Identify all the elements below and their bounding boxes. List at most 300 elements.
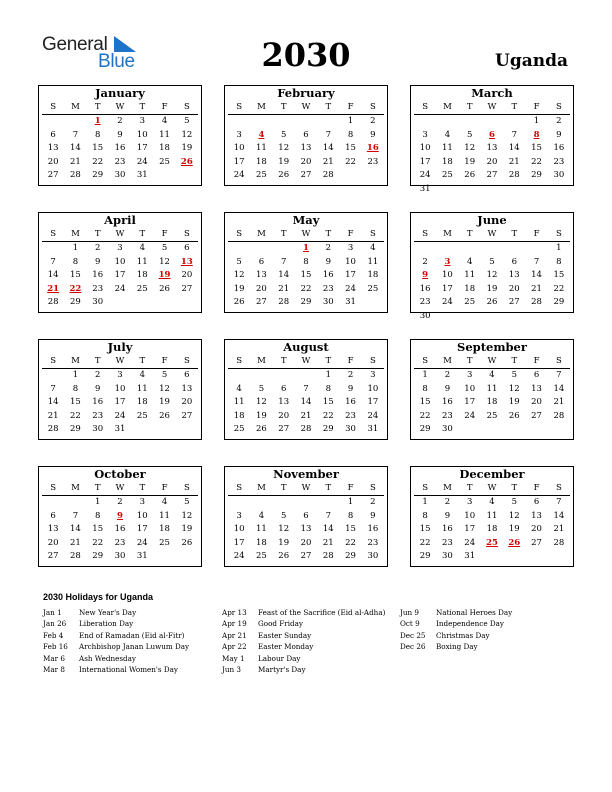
day-cell: 4: [489, 497, 495, 507]
day-cell: 13: [181, 383, 193, 394]
day-cell: 26: [256, 424, 267, 435]
holiday-name: End of Ramadan (Eid al-Fitr): [79, 630, 185, 640]
day-cell: 29: [322, 424, 334, 435]
day-cell: 24: [136, 537, 148, 548]
weekday-header: W: [109, 481, 131, 496]
empty-day-cell: [414, 115, 436, 129]
empty-day-cell: [414, 242, 436, 256]
day-cell: 26: [159, 283, 170, 294]
holiday-name: Independence Day: [436, 619, 504, 629]
holiday-day-cell: 9: [422, 270, 429, 281]
empty-day-cell: [317, 115, 339, 129]
day-cell: 11: [136, 383, 148, 394]
day-cell: 2: [370, 497, 376, 507]
holiday-row: [400, 630, 512, 641]
weekday-header: W: [481, 354, 503, 369]
weekday-header: S: [42, 481, 64, 496]
weekday-header: M: [436, 354, 458, 369]
month-may: [224, 212, 388, 313]
day-cell: 1: [533, 116, 540, 126]
day-cell: 2: [347, 370, 354, 380]
day-cell: 3: [347, 243, 354, 253]
month-grid: [39, 100, 201, 183]
day-cell: 17: [442, 283, 453, 294]
day-cell: 31: [136, 170, 148, 181]
weekday-header: F: [525, 354, 547, 369]
day-cell: 26: [181, 537, 193, 548]
weekday-header: T: [317, 354, 339, 369]
day-cell: 4: [466, 256, 473, 267]
weekday-header: M: [436, 227, 458, 242]
day-cell: 7: [556, 497, 562, 507]
day-cell: 21: [300, 410, 312, 421]
day-cell: 24: [136, 156, 148, 167]
day-cell: 16: [92, 270, 104, 281]
day-cell: 15: [92, 524, 104, 535]
month-june: [410, 212, 574, 321]
weekday-header: T: [87, 481, 109, 496]
day-cell: 22: [92, 537, 104, 548]
weekday-header: T: [87, 100, 109, 115]
day-cell: 3: [236, 129, 242, 140]
day-cell: 4: [236, 383, 242, 394]
day-cell: 19: [508, 397, 520, 408]
month-april: [38, 212, 202, 313]
day-cell: 15: [70, 397, 81, 408]
day-cell: 4: [161, 116, 168, 126]
weekday-header: W: [109, 227, 131, 242]
day-cell: 30: [345, 424, 356, 435]
day-cell: 8: [94, 129, 101, 140]
month-october: [38, 466, 202, 567]
day-cell: 15: [553, 270, 565, 281]
day-cell: 3: [117, 370, 123, 380]
day-cell: 27: [47, 170, 59, 181]
day-cell: 24: [464, 410, 476, 421]
day-cell: 18: [233, 410, 245, 421]
day-cell: 7: [303, 383, 309, 394]
empty-day-cell: [273, 115, 295, 129]
day-cell: 27: [47, 551, 59, 562]
holiday-name: Feast of the Sacrifice (Eid al-Adha): [258, 608, 386, 617]
day-cell: 11: [442, 143, 453, 154]
holiday-column: [222, 607, 385, 675]
day-cell: 18: [159, 524, 170, 535]
day-cell: 4: [139, 370, 145, 380]
day-cell: 5: [511, 497, 517, 507]
weekday-header: S: [548, 227, 570, 242]
day-cell: 18: [367, 270, 379, 281]
weekday-header: T: [273, 354, 295, 369]
empty-day-cell: [503, 242, 525, 256]
weekday-header: T: [459, 100, 481, 115]
day-cell: 28: [322, 551, 334, 562]
holiday-date: Feb 4: [43, 630, 64, 640]
weekday-header: S: [42, 227, 64, 242]
day-cell: 28: [70, 170, 81, 181]
holiday-day-cell: 4: [258, 129, 265, 140]
weekday-header: M: [436, 481, 458, 496]
month-title: April: [104, 213, 136, 227]
month-august: [224, 339, 388, 440]
weekday-header: S: [414, 227, 436, 242]
day-cell: 29: [300, 297, 312, 308]
day-cell: 14: [322, 143, 334, 154]
holiday-date: Dec 25: [400, 630, 426, 640]
day-cell: 28: [300, 424, 312, 435]
day-cell: 1: [422, 370, 428, 380]
day-cell: 9: [370, 510, 376, 521]
month-grid: [225, 100, 387, 183]
day-cell: 7: [50, 256, 56, 267]
day-cell: 12: [464, 143, 476, 154]
holiday-name: Easter Monday: [258, 642, 314, 652]
day-cell: 26: [159, 410, 170, 421]
weekday-header: S: [362, 354, 384, 369]
day-cell: 11: [256, 524, 267, 535]
day-cell: 7: [556, 370, 562, 380]
day-cell: 13: [508, 270, 520, 281]
month-title: March: [471, 86, 513, 100]
day-cell: 24: [114, 283, 126, 294]
day-cell: 26: [278, 551, 290, 562]
day-cell: 13: [47, 524, 59, 535]
month-title: December: [459, 467, 525, 481]
day-cell: 10: [136, 510, 148, 521]
day-cell: 24: [442, 297, 453, 308]
weekday-header: M: [64, 481, 86, 496]
day-cell: 6: [533, 370, 540, 380]
holiday-date: Jun 3: [222, 664, 241, 674]
weekday-header: F: [153, 481, 175, 496]
day-cell: 6: [303, 129, 309, 140]
day-cell: 22: [92, 156, 104, 167]
weekday-header: F: [153, 100, 175, 115]
day-cell: 24: [233, 551, 245, 562]
day-cell: 3: [236, 510, 242, 521]
month-grid: [39, 354, 201, 437]
day-cell: 4: [161, 497, 168, 507]
day-cell: 23: [322, 283, 334, 294]
day-cell: 27: [256, 297, 267, 308]
day-cell: 4: [258, 510, 265, 521]
holiday-day-cell: 1: [303, 243, 309, 253]
day-cell: 21: [278, 283, 290, 294]
day-cell: 1: [347, 116, 354, 126]
day-cell: 15: [322, 397, 334, 408]
day-cell: 5: [161, 370, 168, 380]
day-cell: 23: [345, 410, 356, 421]
day-cell: 22: [70, 410, 81, 421]
empty-day-cell: [228, 242, 250, 256]
weekday-header: S: [176, 354, 198, 369]
empty-day-cell: [64, 496, 86, 510]
day-cell: 17: [114, 397, 126, 408]
day-cell: 27: [486, 170, 498, 181]
day-cell: 12: [508, 383, 520, 394]
day-cell: 6: [184, 243, 190, 253]
weekday-header: T: [503, 354, 525, 369]
holidays-title: 2030 Holidays for Uganda: [43, 592, 154, 602]
weekday-header: T: [273, 100, 295, 115]
day-cell: 12: [508, 510, 520, 521]
day-cell: 9: [325, 256, 331, 267]
empty-day-cell: [250, 496, 272, 510]
day-cell: 20: [47, 156, 59, 167]
holiday-day-cell: 1: [94, 116, 101, 126]
day-cell: 28: [70, 551, 81, 562]
day-cell: 22: [300, 283, 312, 294]
day-cell: 7: [72, 510, 79, 521]
day-cell: 25: [256, 551, 267, 562]
weekday-header: T: [503, 100, 525, 115]
day-cell: 22: [345, 537, 356, 548]
day-cell: 28: [47, 424, 59, 435]
day-cell: 22: [345, 156, 356, 167]
holiday-day-cell: 8: [533, 129, 540, 140]
day-cell: 22: [531, 156, 542, 167]
weekday-header: S: [414, 481, 436, 496]
day-cell: 9: [444, 383, 451, 394]
day-cell: 27: [300, 551, 312, 562]
day-cell: 18: [442, 156, 453, 167]
day-cell: 10: [345, 256, 356, 267]
day-cell: 18: [136, 270, 148, 281]
day-cell: 29: [553, 297, 565, 308]
holiday-date: Oct 9: [400, 619, 420, 629]
day-cell: 27: [508, 297, 520, 308]
day-cell: 11: [233, 397, 245, 408]
empty-day-cell: [250, 242, 272, 256]
day-cell: 14: [553, 383, 565, 394]
day-cell: 16: [553, 143, 565, 154]
day-cell: 8: [347, 510, 354, 521]
weekday-header: S: [548, 100, 570, 115]
holiday-name: Ash Wednesday: [79, 653, 136, 663]
weekday-header: F: [339, 100, 361, 115]
holiday-day-cell: 6: [489, 129, 495, 140]
day-cell: 14: [47, 270, 59, 281]
empty-day-cell: [273, 369, 295, 383]
weekday-header: T: [87, 227, 109, 242]
empty-day-cell: [459, 242, 481, 256]
weekday-header: S: [228, 354, 250, 369]
day-cell: 2: [117, 497, 123, 507]
day-cell: 5: [511, 370, 517, 380]
weekday-header: S: [176, 100, 198, 115]
day-cell: 28: [322, 170, 334, 181]
day-cell: 24: [233, 170, 245, 181]
weekday-header: M: [250, 227, 272, 242]
month-title: February: [277, 86, 335, 100]
holiday-day-cell: 19: [158, 270, 171, 281]
day-cell: 15: [92, 143, 104, 154]
day-cell: 10: [419, 143, 431, 154]
day-cell: 7: [280, 256, 287, 267]
weekday-header: M: [64, 100, 86, 115]
day-cell: 10: [233, 143, 245, 154]
day-cell: 26: [486, 297, 498, 308]
day-cell: 14: [508, 143, 520, 154]
weekday-header: S: [42, 100, 64, 115]
holiday-row: [222, 641, 385, 652]
month-title: August: [283, 340, 329, 354]
day-cell: 7: [50, 383, 56, 394]
empty-day-cell: [228, 369, 250, 383]
holiday-day-cell: 21: [47, 283, 60, 294]
day-cell: 16: [114, 143, 126, 154]
day-cell: 17: [233, 537, 245, 548]
holiday-row: [43, 618, 189, 629]
day-cell: 31: [345, 297, 356, 308]
day-cell: 3: [117, 243, 123, 253]
weekday-header: S: [362, 481, 384, 496]
day-cell: 8: [422, 510, 428, 521]
weekday-header: W: [109, 354, 131, 369]
holiday-row: [222, 664, 385, 675]
day-cell: 17: [114, 270, 126, 281]
day-cell: 23: [419, 297, 431, 308]
holiday-row: [222, 607, 385, 618]
day-cell: 7: [72, 129, 79, 140]
day-cell: 10: [114, 383, 126, 394]
empty-day-cell: [42, 496, 64, 510]
day-cell: 17: [136, 143, 148, 154]
empty-day-cell: [295, 369, 317, 383]
day-cell: 8: [325, 383, 331, 394]
day-cell: 15: [300, 270, 312, 281]
weekday-header: M: [64, 227, 86, 242]
holiday-name: National Heroes Day: [436, 608, 513, 617]
day-cell: 12: [159, 383, 170, 394]
day-cell: 19: [256, 410, 267, 421]
day-cell: 27: [181, 410, 193, 421]
day-cell: 20: [256, 283, 267, 294]
weekday-header: W: [295, 227, 317, 242]
weekday-header: W: [481, 481, 503, 496]
day-cell: 29: [531, 170, 542, 181]
day-cell: 15: [345, 524, 356, 535]
month-grid: [411, 100, 573, 197]
day-cell: 24: [367, 410, 379, 421]
month-title: June: [477, 213, 507, 227]
day-cell: 19: [181, 143, 193, 154]
weekday-header: M: [64, 354, 86, 369]
holiday-name: Easter Sunday: [258, 630, 312, 640]
holiday-row: [43, 664, 189, 675]
day-cell: 8: [422, 383, 428, 394]
day-cell: 11: [256, 143, 267, 154]
day-cell: 5: [258, 383, 265, 394]
weekday-header: F: [339, 481, 361, 496]
day-cell: 27: [181, 283, 193, 294]
day-cell: 4: [444, 129, 451, 140]
weekday-header: F: [525, 481, 547, 496]
empty-day-cell: [273, 496, 295, 510]
empty-day-cell: [436, 115, 458, 129]
day-cell: 28: [508, 170, 520, 181]
day-cell: 8: [347, 129, 354, 140]
month-january: [38, 85, 202, 186]
day-cell: 6: [303, 510, 309, 521]
day-cell: 5: [184, 116, 190, 126]
month-march: [410, 85, 574, 194]
day-cell: 30: [442, 551, 453, 562]
day-cell: 21: [47, 410, 59, 421]
month-grid: [225, 481, 387, 564]
day-cell: 16: [367, 524, 379, 535]
day-cell: 19: [233, 283, 245, 294]
day-cell: 18: [136, 397, 148, 408]
weekday-header: T: [131, 227, 153, 242]
day-cell: 11: [486, 383, 498, 394]
weekday-header: T: [317, 481, 339, 496]
weekday-header: T: [503, 481, 525, 496]
month-title: May: [292, 213, 320, 227]
day-cell: 29: [419, 424, 431, 435]
day-cell: 15: [531, 143, 542, 154]
day-cell: 14: [47, 397, 59, 408]
day-cell: 6: [50, 510, 56, 521]
day-cell: 29: [92, 170, 104, 181]
weekday-header: S: [228, 481, 250, 496]
day-cell: 10: [367, 383, 379, 394]
empty-day-cell: [295, 115, 317, 129]
month-grid: [225, 354, 387, 437]
holiday-row: [400, 618, 512, 629]
weekday-header: S: [548, 481, 570, 496]
day-cell: 20: [47, 537, 59, 548]
day-cell: 1: [72, 370, 79, 380]
day-cell: 30: [442, 424, 453, 435]
day-cell: 25: [464, 297, 476, 308]
day-cell: 3: [466, 497, 473, 507]
day-cell: 9: [444, 510, 451, 521]
day-cell: 3: [139, 116, 145, 126]
day-cell: 25: [486, 410, 498, 421]
day-cell: 11: [464, 270, 476, 281]
day-cell: 30: [92, 297, 104, 308]
day-cell: 25: [442, 170, 453, 181]
day-cell: 10: [114, 256, 126, 267]
day-cell: 2: [444, 370, 451, 380]
day-cell: 31: [136, 551, 148, 562]
day-cell: 6: [511, 256, 517, 267]
day-cell: 5: [161, 243, 168, 253]
day-cell: 27: [531, 410, 542, 421]
weekday-header: F: [153, 354, 175, 369]
day-cell: 4: [489, 370, 495, 380]
holiday-name: Labour Day: [258, 653, 301, 663]
day-cell: 25: [159, 537, 170, 548]
day-cell: 2: [422, 256, 428, 267]
day-cell: 15: [345, 143, 356, 154]
day-cell: 1: [556, 243, 562, 253]
day-cell: 13: [531, 510, 542, 521]
month-title: November: [273, 467, 339, 481]
holiday-row: [43, 641, 189, 652]
day-cell: 21: [322, 156, 334, 167]
weekday-header: M: [250, 354, 272, 369]
weekday-header: T: [459, 354, 481, 369]
weekday-header: S: [228, 227, 250, 242]
day-cell: 23: [367, 537, 379, 548]
day-cell: 19: [159, 397, 170, 408]
holiday-name: New Year's Day: [79, 608, 137, 617]
holiday-row: [400, 641, 512, 652]
weekday-header: S: [176, 227, 198, 242]
weekday-header: S: [548, 354, 570, 369]
